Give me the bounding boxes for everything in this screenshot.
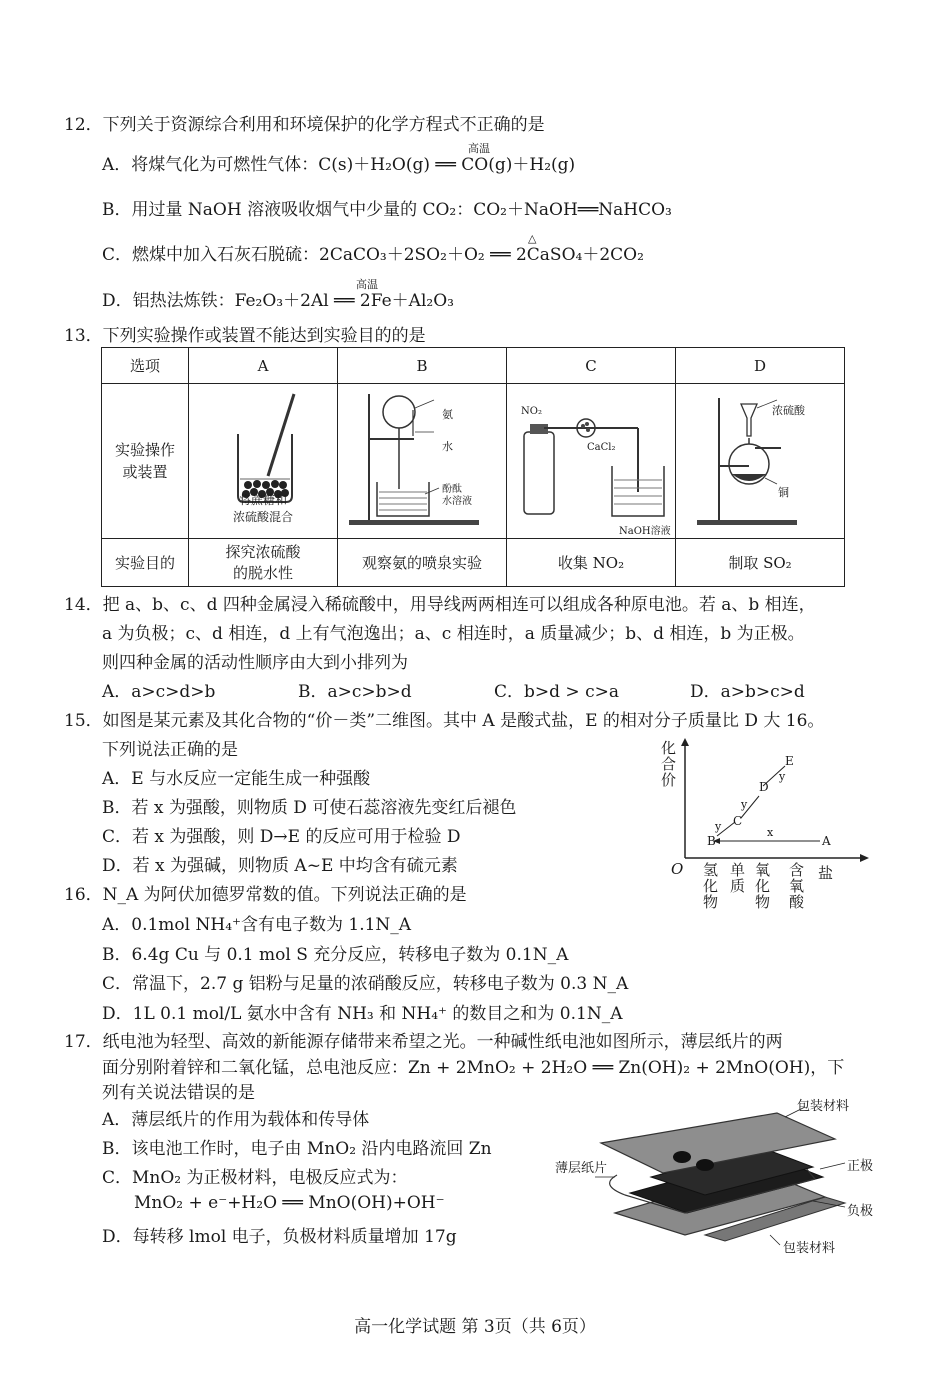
q17-option-b: B．该电池工作时，电子由 MnO₂ 沿内电路流回 Zn (102, 1139, 492, 1159)
q12-option-a: A．将煤气化为可燃性气体：C(s)＋H₂O(g) ══ CO(g)＋H₂(g) (102, 155, 576, 175)
q14-line-1: 14．把 a、b、c、d 四种金属浸入稀硫酸中，用导线两两相连可以组成各种原电池。若 a、b 相连， (64, 595, 816, 615)
q13-b-water-label: 水 (442, 440, 453, 453)
q13-header-option: 选项 (102, 348, 189, 384)
q17-label-positive: 正极 (847, 1159, 874, 1174)
fountain-apparatus-illustration (339, 384, 505, 534)
q13-purpose-b: 观察氨的喷泉实验 (338, 539, 507, 587)
q13-purpose-c: 收集 NO₂ (507, 539, 676, 587)
q16-option-c: C．常温下，2.7 g 铝粉与足量的浓硝酸反应，转移电子数为 0.3 N_A (102, 974, 629, 994)
q12-d-condition: 高温 (356, 278, 378, 291)
q15-option-c: C．若 x 为强酸，则 D→E 的反应可用于检验 D (102, 827, 461, 847)
q13-d-acid-label: 浓硫酸 (772, 404, 805, 417)
q12-stem: 12．下列关于资源综合利用和环境保护的化学方程式不正确的是 (64, 115, 545, 135)
q15-arrow-x: x (767, 826, 774, 839)
q13-a-caption: 将蔗糖和 浓硫酸混合 (232, 493, 293, 524)
q15-cat-oxide: 氧 化 物 (755, 861, 771, 911)
q15-line-1: 15．如图是某元素及其化合物的“价－类”二维图。其中 A 是酸式盐，E 的相对分子质量比 D 大 16。 (64, 711, 825, 731)
q13-header-d: D (676, 348, 845, 384)
q17-label-paper: 薄层纸片 (555, 1161, 608, 1176)
q13-purpose-d: 制取 SO₂ (676, 539, 845, 587)
q13-cell-d-apparatus (676, 384, 845, 539)
q17-label-negative: 负极 (847, 1204, 874, 1219)
q15-point-b: B (707, 834, 716, 848)
so2-generator-illustration (677, 384, 843, 534)
q17-label-package-top: 包装材料 (797, 1099, 850, 1114)
q14-option-d: D．a>b>c>d (690, 682, 805, 702)
q15-arrow-y3: y (779, 770, 786, 783)
q12-c-condition: △ (528, 232, 537, 245)
q15-cat-oxyacid: 含 氧 酸 (789, 861, 805, 911)
q15-option-d: D．若 x 为强碱，则物质 A~E 中均含有硫元素 (102, 856, 458, 876)
q17-option-a: A．薄层纸片的作用为载体和传导体 (102, 1110, 370, 1130)
q15-option-a: A．E 与水反应一定能生成一种强酸 (102, 769, 371, 789)
q15-valence-class-diagram (655, 738, 875, 918)
q15-point-a: A (822, 834, 831, 848)
q17-line-3: 列有关说法错误的是 (102, 1083, 255, 1103)
q15-yaxis-label: 化 合 价 (661, 739, 677, 789)
q13-b-ammonia-label: 氨 (442, 408, 453, 421)
q15-point-e: E (785, 754, 794, 768)
q15-origin: O (671, 860, 684, 878)
q13-row-purpose-label: 实验目的 (102, 539, 189, 587)
q14-option-c: C．b>d > c>a (494, 682, 619, 702)
q13-header-a: A (189, 348, 338, 384)
q15-arrow-y2: y (741, 798, 748, 811)
q16-stem: 16．N_A 为阿伏加德罗常数的值。下列说法正确的是 (64, 885, 467, 905)
q14-option-a: A．a>c>d>b (102, 682, 216, 702)
q15-cat-element: 单 质 (730, 861, 746, 895)
q16-option-a: A．0.1mol NH₄⁺含有电子数为 1.1N_A (102, 915, 412, 935)
q13-row-apparatus-label: 实验操作 或装置 (102, 384, 189, 539)
q13-c-cacl2-label: CaCl₂ (587, 442, 616, 453)
q12-option-b: B．用过量 NaOH 溶液吸收烟气中少量的 CO₂：CO₂＋NaOH══NaHCO₃ (102, 200, 672, 220)
q17-battery-layers (555, 1095, 885, 1260)
q13-cell-b-apparatus (338, 384, 507, 539)
q14-option-b: B．a>c>b>d (298, 682, 412, 702)
q15-cat-salt: 盐 (818, 864, 834, 882)
q12-option-d: D．铝热法炼铁：Fe₂O₃＋2Al ══ 2Fe＋Al₂O₃ (102, 291, 454, 311)
q13-cell-c-apparatus (507, 384, 676, 539)
q17-option-c: C．MnO₂ 为正极材料，电极反应式为： (102, 1168, 408, 1188)
q15-point-d: D (759, 780, 769, 794)
q13-c-no2-label: NO₂ (521, 406, 542, 417)
q13-cell-a-apparatus (189, 384, 338, 539)
q17-option-d: D．每转移 lmol 电子，负极材料质量增加 17g (102, 1227, 457, 1247)
q15-point-c: C (733, 814, 743, 828)
q13-d-copper-label: 铜 (778, 486, 789, 499)
q16-option-b: B．6.4g Cu 与 0.1 mol S 充分反应，转移电子数为 0.1N_A (102, 945, 569, 965)
q13-header-b: B (338, 348, 507, 384)
q15-line-2: 下列说法正确的是 (102, 740, 238, 760)
q14-line-3: 则四种金属的活动性顺序由大到小排列为 (102, 653, 408, 673)
q15-cat-hydride: 氢 化 物 (703, 861, 719, 911)
q13-c-naoh-label: NaOH溶液 (619, 526, 671, 537)
q17-line-2: 面分别附着锌和二氧化锰，总电池反应：Zn + 2MnO₂ + 2H₂O ══ Zn(OH)₂ + 2MnO(OH)，下 (102, 1058, 845, 1078)
q15-option-b: B．若 x 为强酸，则物质 D 可使石蕊溶液先变红后褪色 (102, 798, 517, 818)
q17-option-c-equation: MnO₂ + e⁻+H₂O ══ MnO(OH)+OH⁻ (134, 1193, 445, 1213)
q13-table (101, 347, 845, 587)
q16-option-d: D．1L 0.1 mol/L 氨水中含有 NH₃ 和 NH₄⁺ 的数目之和为 0.1N_A (102, 1004, 623, 1024)
q15-arrow-y1: y (715, 820, 722, 833)
q13-purpose-a: 探究浓硫酸 的脱水性 (189, 539, 338, 587)
page-footer: 高一化学试题 第 3页（共 6页） (354, 1317, 596, 1337)
q17-label-package-bottom: 包装材料 (783, 1241, 836, 1256)
q12-option-c: C．燃煤中加入石灰石脱硫：2CaCO₃＋2SO₂＋O₂ ══ 2CaSO₄＋2CO₂ (102, 245, 644, 265)
q14-line-2: a 为负极；c、d 相连，d 上有气泡逸出；a、c 相连时，a 质量减少；b、d 相连，b 为正极。 (102, 624, 805, 644)
q13-b-phenol-label: 酚酞 水溶液 (442, 484, 472, 507)
q12-a-condition: 高温 (468, 142, 490, 155)
q17-line-1: 17．纸电池为轻型、高效的新能源存储带来希望之光。一种碱性纸电池如图所示，薄层纸片的两 (64, 1032, 783, 1052)
q13-stem: 13．下列实验操作或装置不能达到实验目的的是 (64, 326, 426, 346)
q13-header-c: C (507, 348, 676, 384)
q17-paper-battery-figure (555, 1095, 885, 1260)
